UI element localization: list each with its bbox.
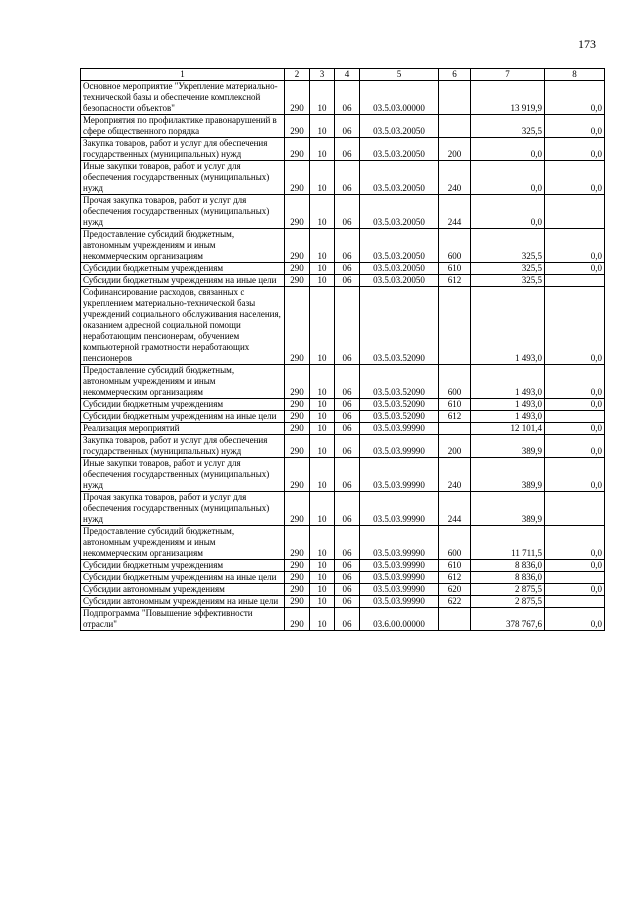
row-subsection: 06: [335, 458, 360, 492]
row-amount-2: [545, 195, 605, 229]
row-subsection: 06: [335, 596, 360, 608]
row-admin-code: 290: [285, 287, 310, 365]
row-admin-code: 290: [285, 195, 310, 229]
row-expense-type: 612: [439, 411, 471, 423]
row-description: Софинансирование расходов, связанных с укреплением материально-технической базы учреждений социального обслуживания населения, оказанием адресной социальной помощи неработающим пенсионерам, обучением компьютерной грамотности неработающих пенсионеров: [81, 287, 285, 365]
row-expense-type: 240: [439, 161, 471, 195]
table-row: [81, 81, 605, 115]
table-row: [81, 161, 605, 195]
row-target-article: 03.5.03.99990: [360, 560, 439, 572]
column-header: 1: [81, 69, 285, 81]
row-expense-type: 200: [439, 138, 471, 161]
column-header: 4: [335, 69, 360, 81]
row-subsection: 06: [335, 161, 360, 195]
row-section: 10: [310, 399, 335, 411]
row-amount: 1 493,0: [471, 399, 545, 411]
row-expense-type: 612: [439, 572, 471, 584]
row-section: 10: [310, 195, 335, 229]
row-admin-code: 290: [285, 560, 310, 572]
row-section: 10: [310, 572, 335, 584]
table-row: [81, 195, 605, 229]
row-target-article: 03.5.03.00000: [360, 81, 439, 115]
row-description: Прочая закупка товаров, работ и услуг для обеспечения государственных (муниципальных) нужд: [81, 195, 285, 229]
row-subsection: 06: [335, 423, 360, 435]
row-description: Предоставление субсидий бюджетным, автономным учреждениям и иным некоммерческим организациям: [81, 526, 285, 560]
row-subsection: 06: [335, 584, 360, 596]
row-expense-type: 620: [439, 584, 471, 596]
row-section: 10: [310, 560, 335, 572]
table-row: [81, 365, 605, 399]
row-admin-code: 290: [285, 138, 310, 161]
row-expense-type: 622: [439, 596, 471, 608]
row-target-article: 03.5.03.52090: [360, 411, 439, 423]
row-amount-2: 0,0: [545, 608, 605, 631]
row-amount: 0,0: [471, 161, 545, 195]
row-subsection: 06: [335, 365, 360, 399]
row-description: Субсидии бюджетным учреждениям: [81, 399, 285, 411]
row-target-article: 03.5.03.20050: [360, 115, 439, 138]
row-subsection: 06: [335, 115, 360, 138]
row-description: Субсидии бюджетным учреждениям: [81, 263, 285, 275]
row-expense-type: 610: [439, 560, 471, 572]
row-amount: 0,0: [471, 138, 545, 161]
row-section: 10: [310, 229, 335, 263]
table-row: [81, 608, 605, 631]
table-row: [81, 138, 605, 161]
row-subsection: 06: [335, 572, 360, 584]
row-amount: 1 493,0: [471, 411, 545, 423]
row-amount-2: 0,0: [545, 263, 605, 275]
row-target-article: 03.5.03.99990: [360, 458, 439, 492]
row-target-article: 03.6.00.00000: [360, 608, 439, 631]
row-amount-2: 0,0: [545, 229, 605, 263]
row-section: 10: [310, 435, 335, 458]
row-target-article: 03.5.03.99990: [360, 584, 439, 596]
row-expense-type: [439, 608, 471, 631]
column-header: 6: [439, 69, 471, 81]
page-number: 173: [578, 37, 596, 51]
row-amount: 389,9: [471, 492, 545, 526]
row-amount-2: 0,0: [545, 115, 605, 138]
row-description: Иные закупки товаров, работ и услуг для обеспечения государственных (муниципальных) нужд: [81, 458, 285, 492]
table-row: [81, 435, 605, 458]
row-target-article: 03.5.03.20050: [360, 275, 439, 287]
row-section: 10: [310, 115, 335, 138]
row-amount-2: 0,0: [545, 287, 605, 365]
row-admin-code: 290: [285, 399, 310, 411]
table-row: [81, 584, 605, 596]
row-amount-2: 0,0: [545, 138, 605, 161]
row-expense-type: [439, 287, 471, 365]
row-subsection: 06: [335, 411, 360, 423]
row-amount: 2 875,5: [471, 584, 545, 596]
table-row: [81, 560, 605, 572]
row-section: 10: [310, 161, 335, 195]
row-amount-2: 0,0: [545, 365, 605, 399]
row-description: Предоставление субсидий бюджетным, автономным учреждениям и иным некоммерческим организациям: [81, 365, 285, 399]
table-row: [81, 411, 605, 423]
row-section: 10: [310, 492, 335, 526]
row-description: Закупка товаров, работ и услуг для обеспечения государственных (муниципальных) нужд: [81, 435, 285, 458]
row-target-article: 03.5.03.99990: [360, 423, 439, 435]
row-admin-code: 290: [285, 81, 310, 115]
row-target-article: 03.5.03.52090: [360, 365, 439, 399]
row-admin-code: 290: [285, 411, 310, 423]
row-expense-type: 600: [439, 229, 471, 263]
row-target-article: 03.5.03.20050: [360, 229, 439, 263]
row-target-article: 03.5.03.20050: [360, 161, 439, 195]
row-description: Субсидии бюджетным учреждениям: [81, 560, 285, 572]
row-amount: 325,5: [471, 229, 545, 263]
row-subsection: 06: [335, 526, 360, 560]
row-amount: 11 711,5: [471, 526, 545, 560]
row-description: Предоставление субсидий бюджетным, автономным учреждениям и иным некоммерческим организациям: [81, 229, 285, 263]
row-amount: 389,9: [471, 435, 545, 458]
row-subsection: 06: [335, 195, 360, 229]
row-subsection: 06: [335, 263, 360, 275]
table-row: [81, 596, 605, 608]
row-amount-2: [545, 492, 605, 526]
row-target-article: 03.5.03.52090: [360, 399, 439, 411]
row-target-article: 03.5.03.20050: [360, 263, 439, 275]
row-admin-code: 290: [285, 423, 310, 435]
row-section: 10: [310, 263, 335, 275]
row-description: Субсидии автономным учреждениям: [81, 584, 285, 596]
row-section: 10: [310, 138, 335, 161]
row-admin-code: 290: [285, 435, 310, 458]
row-subsection: 06: [335, 138, 360, 161]
row-subsection: 06: [335, 287, 360, 365]
row-amount-2: [545, 275, 605, 287]
row-amount-2: 0,0: [545, 399, 605, 411]
row-expense-type: 244: [439, 492, 471, 526]
row-subsection: 06: [335, 81, 360, 115]
row-description: Прочая закупка товаров, работ и услуг для обеспечения государственных (муниципальных) нужд: [81, 492, 285, 526]
row-subsection: 06: [335, 560, 360, 572]
row-amount: 8 836,0: [471, 560, 545, 572]
row-description: Субсидии бюджетным учреждениям на иные цели: [81, 572, 285, 584]
row-amount-2: [545, 411, 605, 423]
row-description: Закупка товаров, работ и услуг для обеспечения государственных (муниципальных) нужд: [81, 138, 285, 161]
row-subsection: 06: [335, 435, 360, 458]
row-admin-code: 290: [285, 608, 310, 631]
row-expense-type: 200: [439, 435, 471, 458]
row-admin-code: 290: [285, 161, 310, 195]
row-amount-2: [545, 596, 605, 608]
column-header: 7: [471, 69, 545, 81]
row-section: 10: [310, 608, 335, 631]
column-header: 5: [360, 69, 439, 81]
table-row: [81, 229, 605, 263]
row-target-article: 03.5.03.99990: [360, 435, 439, 458]
row-amount-2: 0,0: [545, 560, 605, 572]
row-admin-code: 290: [285, 526, 310, 560]
row-amount: 13 919,9: [471, 81, 545, 115]
row-amount: 378 767,6: [471, 608, 545, 631]
row-subsection: 06: [335, 492, 360, 526]
row-subsection: 06: [335, 275, 360, 287]
row-subsection: 06: [335, 608, 360, 631]
budget-table: [80, 68, 605, 631]
table-row: [81, 263, 605, 275]
row-admin-code: 290: [285, 365, 310, 399]
row-expense-type: 244: [439, 195, 471, 229]
row-section: 10: [310, 526, 335, 560]
row-section: 10: [310, 81, 335, 115]
row-subsection: 06: [335, 229, 360, 263]
row-expense-type: [439, 423, 471, 435]
table-row: [81, 423, 605, 435]
table-row: [81, 115, 605, 138]
row-description: Подпрограмма "Повышение эффективности отрасли": [81, 608, 285, 631]
row-target-article: 03.5.03.20050: [360, 138, 439, 161]
row-admin-code: 290: [285, 492, 310, 526]
row-expense-type: [439, 81, 471, 115]
row-description: Субсидии бюджетным учреждениям на иные цели: [81, 275, 285, 287]
row-expense-type: 600: [439, 526, 471, 560]
row-section: 10: [310, 365, 335, 399]
row-amount: 1 493,0: [471, 365, 545, 399]
row-amount: 325,5: [471, 115, 545, 138]
row-amount: 2 875,5: [471, 596, 545, 608]
row-admin-code: 290: [285, 584, 310, 596]
row-section: 10: [310, 411, 335, 423]
row-target-article: 03.5.03.99990: [360, 572, 439, 584]
row-admin-code: 290: [285, 572, 310, 584]
column-header: 3: [310, 69, 335, 81]
row-section: 10: [310, 275, 335, 287]
row-section: 10: [310, 458, 335, 492]
row-amount-2: 0,0: [545, 458, 605, 492]
row-expense-type: 610: [439, 263, 471, 275]
row-description: Реализация мероприятий: [81, 423, 285, 435]
row-amount: 389,9: [471, 458, 545, 492]
row-amount-2: [545, 572, 605, 584]
row-amount: 12 101,4: [471, 423, 545, 435]
row-target-article: 03.5.03.20050: [360, 195, 439, 229]
row-amount: 325,5: [471, 275, 545, 287]
row-admin-code: 290: [285, 458, 310, 492]
column-header: 8: [545, 69, 605, 81]
row-amount: 1 493,0: [471, 287, 545, 365]
row-description: Мероприятия по профилактике правонарушений в сфере общественного порядка: [81, 115, 285, 138]
row-expense-type: 600: [439, 365, 471, 399]
row-amount: 325,5: [471, 263, 545, 275]
table-row: [81, 572, 605, 584]
table-row: [81, 458, 605, 492]
row-target-article: 03.5.03.99990: [360, 492, 439, 526]
row-admin-code: 290: [285, 229, 310, 263]
table-row: [81, 287, 605, 365]
row-subsection: 06: [335, 399, 360, 411]
row-section: 10: [310, 584, 335, 596]
table-row: [81, 526, 605, 560]
row-target-article: 03.5.03.52090: [360, 287, 439, 365]
row-amount: 0,0: [471, 195, 545, 229]
row-target-article: 03.5.03.99990: [360, 526, 439, 560]
column-header: 2: [285, 69, 310, 81]
row-amount-2: 0,0: [545, 435, 605, 458]
row-amount-2: 0,0: [545, 161, 605, 195]
row-admin-code: 290: [285, 115, 310, 138]
table-row: [81, 492, 605, 526]
table-row: [81, 275, 605, 287]
table-header-row: [81, 69, 605, 81]
row-amount-2: 0,0: [545, 423, 605, 435]
row-description: Основное мероприятие "Укрепление материально-технической базы и обеспечение комплексной безопасности объектов": [81, 81, 285, 115]
row-amount: 8 836,0: [471, 572, 545, 584]
row-amount-2: 0,0: [545, 81, 605, 115]
row-admin-code: 290: [285, 596, 310, 608]
row-description: Субсидии бюджетным учреждениям на иные цели: [81, 411, 285, 423]
row-description: Субсидии автономным учреждениям на иные цели: [81, 596, 285, 608]
row-description: Иные закупки товаров, работ и услуг для обеспечения государственных (муниципальных) нужд: [81, 161, 285, 195]
row-section: 10: [310, 596, 335, 608]
row-amount-2: 0,0: [545, 526, 605, 560]
row-expense-type: 610: [439, 399, 471, 411]
row-section: 10: [310, 423, 335, 435]
table-row: [81, 399, 605, 411]
row-expense-type: 612: [439, 275, 471, 287]
row-section: 10: [310, 287, 335, 365]
row-admin-code: 290: [285, 263, 310, 275]
row-admin-code: 290: [285, 275, 310, 287]
row-target-article: 03.5.03.99990: [360, 596, 439, 608]
row-expense-type: [439, 115, 471, 138]
row-expense-type: 240: [439, 458, 471, 492]
row-amount-2: 0,0: [545, 584, 605, 596]
